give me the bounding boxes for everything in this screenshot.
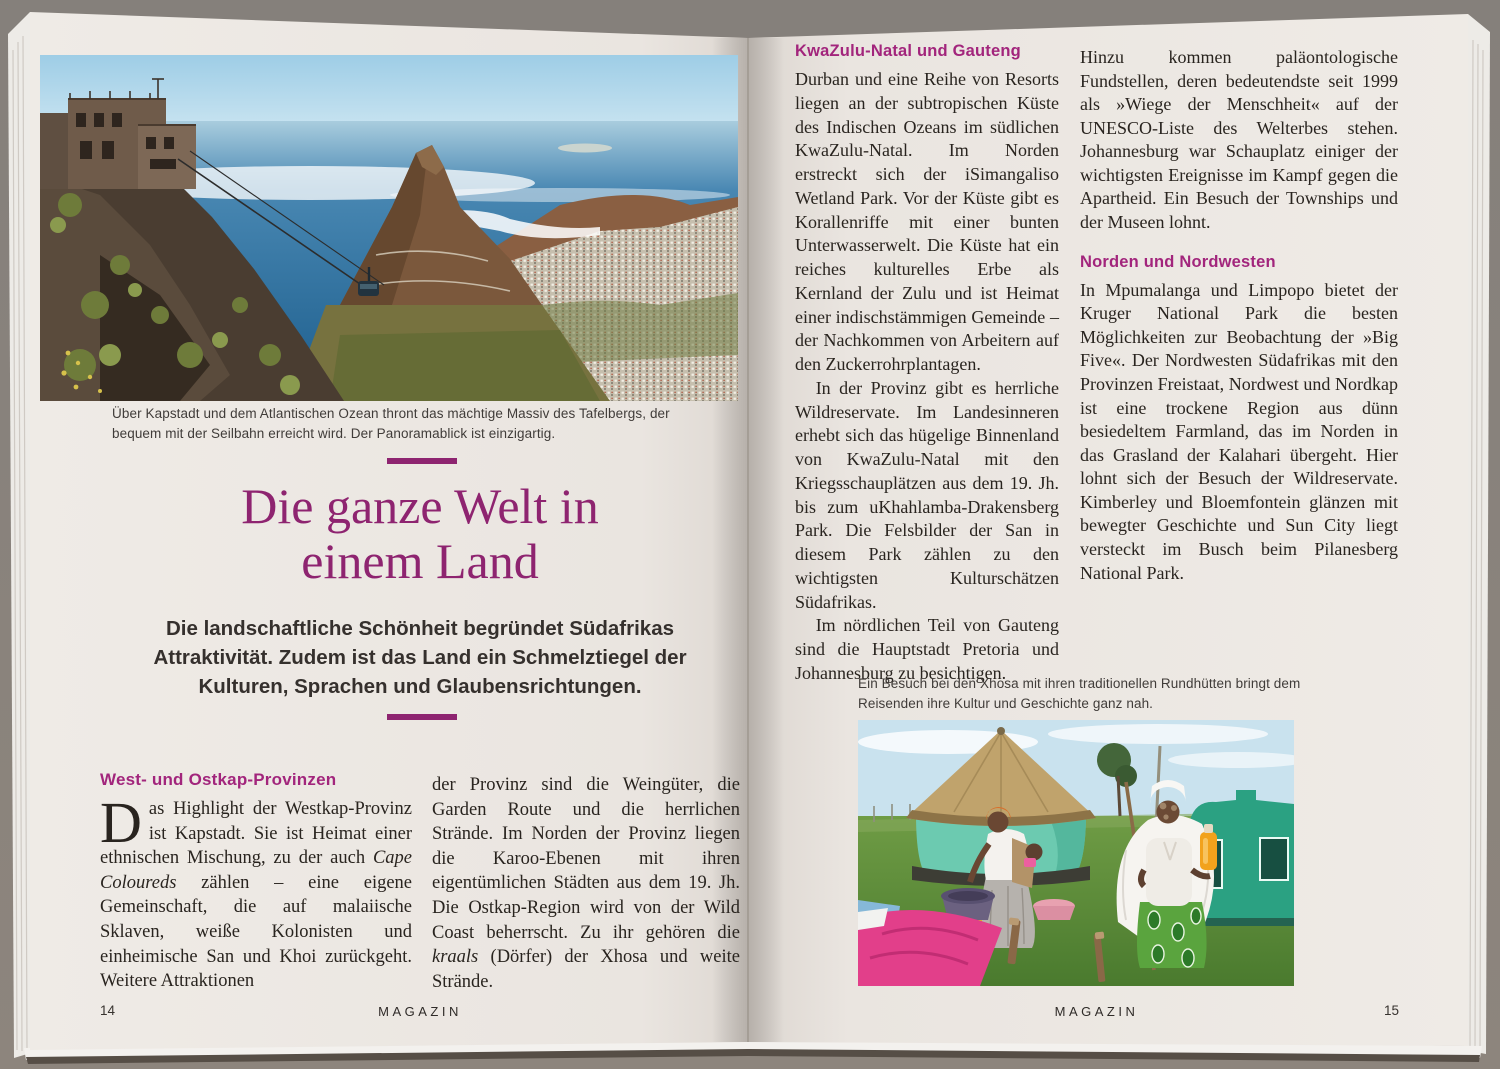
paragraph: In Mpumalanga und Limpopo bietet der Kruger National Park die besten Möglichkeiten zur Beobachtung der »Big Five«. Der Nordwesten Südafrikas mit den Provinzen Freistaat, Nordwest und Nordkap ist eine trockene Region aus dünn besiedeltem Farmland, das im Norden in das Grasland der Kalahari übergeht. Hier lohnt sich der Besuch der Wildreservate. Kimberley und Bloemfontein glänzen mit bewegter Geschichte und Sun City liegt versteckt im Busch beim Pilanesberg National Park.: [1080, 279, 1398, 583]
left-column-2: [432, 773, 740, 994]
column-body: [432, 773, 740, 994]
title-rule-top: [387, 458, 457, 464]
body-segment: as Highlight der Westkap-Provinz ist Kapstadt. Sie ist Heimat einer ethnischen Mischung, zu der auch: [100, 799, 412, 869]
body-segment: zählen – eine eigene Gemeinschaft, die auf malaiische Sklaven, weiße Kolonisten und einheimische San und Khoi zurückgeht. Weitere Attraktionen: [100, 872, 412, 992]
xhosa-photo-caption: Ein Besuch bei den Xhosa mit ihren traditionellen Rundhütten bringt dem Reisenden ihre Kultur und Geschichte ganz nah.: [858, 676, 1301, 712]
page-title-line2: einem Land: [301, 533, 539, 589]
paragraph: In der Provinz gibt es herrliche Wildreservate. Im Landesinneren erhebt sich das hügelige Binnenland von KwaZulu-Natal mit den Kriegsschauplätzen aus dem 19. Jh. bis zum uKhahlamba-Drakensberg Park. Die Felsbilder der San in diesem Park zählen zu den wichtigsten Kulturschätzen Südafrikas.: [795, 377, 1059, 612]
column-body: [1080, 46, 1398, 235]
page-number-right: 15: [1384, 1003, 1400, 1018]
title-rule-bottom: [387, 714, 457, 720]
section-label-left: MAGAZIN: [378, 1004, 462, 1019]
column-body: [100, 790, 412, 994]
section-label-right: MAGAZIN: [1054, 1004, 1139, 1019]
page-title-line1: Die ganze Welt in: [241, 478, 599, 534]
column-heading-norden: Norden und Nordwesten: [1080, 252, 1276, 271]
body-segment: der Provinz sind die Weingüter, die Garden Route und die herrlichen Strände. Im Norden der Provinz liegen die Karoo-Ebenen mit ihren eigentümlichen Städten aus dem 19. Jh. Die Ostkap-Region wird von der Wild Coast beherrscht. Zu ihr gehören die: [432, 775, 740, 943]
body-segment-italic: kraals: [432, 947, 479, 968]
xhosa-village-photo: [858, 720, 1294, 986]
standfirst: Die landschaftliche Schönheit begründet Südafrikas Attraktivität. Zudem ist das Land ein Schmelztiegel der Kulturen, Sprachen und Glaubensrichtungen.: [153, 617, 687, 699]
page-number-left: 14: [100, 1003, 116, 1018]
right-column-1: [795, 42, 1059, 686]
table-mountain-photo: [40, 55, 738, 401]
paragraph: Durban und eine Reihe von Resorts liegen an der subtropischen Küste des Indischen Ozeans im südlichen KwaZulu-Natal. Im Norden erstreckt sich der iSimangaliso Wetland Park. Vor der Küste gibt es Korallenriffe mit einer bunten Unterwasserwelt. Die Küste hat ein reiches kulturelles Erbe als Kernland der Zulu und ist Heimat einer indischstämmigen Gemeinde – der Nachkommen von Arbeitern auf den Zuckerrohrplantagen.: [795, 69, 1059, 374]
column-heading-kwazulu: KwaZulu-Natal und Gauteng: [795, 42, 1021, 60]
left-column-1: [100, 770, 412, 994]
column-body: [795, 68, 1059, 686]
body-segment-italic: Cape Coloureds: [100, 848, 412, 893]
column-heading-westkap: West- und Ostkap-Provinzen: [100, 770, 337, 789]
right-column-2: [1080, 46, 1398, 585]
paragraph: Im nördlichen Teil von Gauteng sind die Hauptstadt Pretoria und Johannesburg zu besichtigen.: [795, 615, 1059, 683]
body-segment: (Dörfer) der Xhosa und weite Strände.: [432, 947, 740, 992]
page-title: [90, 479, 750, 589]
paragraph: Hinzu kommen paläontologische Fundstellen, deren bedeutendste seit 1999 als »Wiege der Menschheit« auf der UNESCO-Liste des Welterbes stehen. Johannesburg war Schauplatz einiger der wichtigsten Ereignisse im Kampf gegen die Apartheid. Ein Besuch der Townships und der Museen lohnt.: [1080, 47, 1398, 233]
dropcap: D: [100, 790, 142, 855]
table-mountain-caption: Über Kapstadt und dem Atlantischen Ozean thront das mächtige Massiv des Tafelbergs, der bequem mit der Seilbahn erreicht wird. Der Panoramablick ist einzigartig.: [112, 406, 670, 442]
column-body: [1080, 279, 1398, 586]
